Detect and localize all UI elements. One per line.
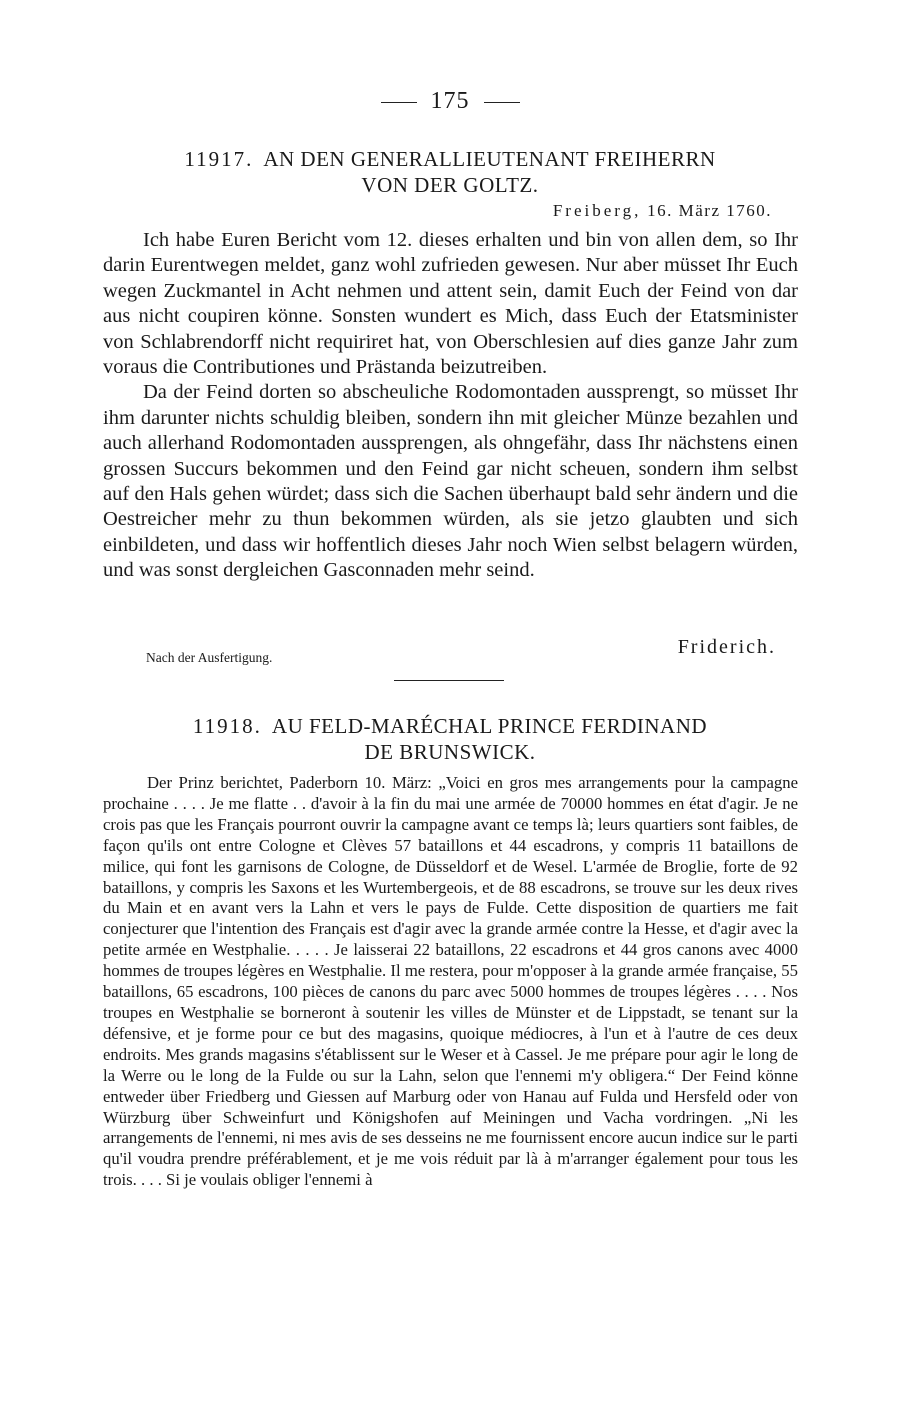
letter1-paragraph2: Da der Feind dorten so abscheuliche Rodomontaden aussprengt, so müsset Ihr ihm darunter nichts schuldig bleiben, sondern ihn mit gleicher Münze bezahlen und auch allerhand Rodomontaden aussprengen, als ohngefähr, dass Ihr nächstens einen grossen Succurs bekommen und den Feind gar nicht scheuen, sondern ihm selbst auf den Hals gehen würdet; dass sich die Sachen überhaupt bald sehr ändern und die Oestreicher mehr zu thun bekommen würden, als sie jetzo glaubten und sich einbildeten, und dass wir hoffentlich dieses Jahr noch Wien selbst belagern würden, und was sonst dergleichen Gasconnaden mehr seind. [103,381,798,582]
letter1-source-note: Nach der Ausfertigung. [146,650,273,665]
letter1-heading [110,146,790,198]
letter2-number: 11918. [192,714,262,738]
letter2-body [103,773,798,1191]
letter1-body [103,228,798,584]
letter1-place: Freiberg, [552,201,642,220]
letter1-signature: Friderich. [677,636,776,658]
page-header [0,88,900,115]
letter1-title-line1: AN DEN GENERALLIEUTENANT FREIHERRN [263,147,716,171]
letter2-title-line2: DE BRUNSWICK. [364,740,536,764]
header-rule-left [381,102,417,103]
page-number: 175 [430,88,470,114]
letter2-title-line1: AU FELD-MARÉCHAL PRINCE FERDINAND [271,714,708,738]
header-rule-right [484,102,520,103]
letter1-number: 11917. [184,147,254,171]
section-divider [394,680,504,681]
letter1-date: 16. März 1760. [647,201,772,220]
letter2-heading [110,713,790,765]
letter1-title-line2: VON DER GOLTZ. [361,173,539,197]
letter1-paragraph1: Ich habe Euren Bericht vom 12. dieses erhalten und bin von allen dem, so Ihr darin Eurentwegen meldet, ganz wohl zufrieden gewesen. Nur aber müsset Ihr Euch wegen Zuckmantel in Acht nehmen und attent sein, damit Euch der Feind von dar aus nicht coupiren könne. Sonsten wundert es Mich, dass Euch der Etatsminister von Schlabrendorff nicht requiriret hat, von Oberschlesien auf dies ganze Jahr zum voraus die Contributiones und Prästanda beizutreiben. [103,229,798,379]
letter2-paragraph1: Der Prinz berichtet, Paderborn 10. März: „Voici en gros mes arrangements pour la campagne prochaine . . . . Je me flatte . . d'avoir à la fin du mai une armée de 70000 hommes en état d'agir. Je ne crois pas que les Français pourront ouvrir la campagne avant ce temps là; leurs quartiers sont faibles, de façon qu'ils ont entre Cologne et Clèves 57 bataillons et 44 escadrons, y compris 11 bataillons de milice, qui font les garnisons de Cologne, de Düsseldorf et de Wesel. L'armée de Broglie, forte de 92 bataillons, y compris les Saxons et les Wurtembergeois, et de 88 escadrons, se trouve sur les deux rives du Main et en avant vers la Lahn et vers le pays de Fulde. Cette disposition de quartiers me fait conjecturer que l'intention des Français est d'agir avec la grande armée contre la Hesse, et d'agir avec la petite armée en Westphalie. . . . . Je laisserai 22 bataillons, 22 escadrons et 44 gros canons avec 4000 hommes de troupes légères en Westphalie. Il me restera, pour m'opposer à la grande armée française, 55 bataillons, 65 escadrons, 100 pièces de canons du parc avec 5000 hommes de troupes légères . . . . Nos troupes en Westphalie se borneront à soutenir les villes de Münster et de Lippstadt, se tenant sur la défensive, et je forme pour ce but des magasins, quoique médiocres, à l'un et à l'autre de ces deux endroits. Mes grands magasins s'établissent sur le Weser et à Cassel. Je me prépare pour agir le long de la Werre ou le long de la Fulde ou sur la Lahn, selon que l'ennemi m'y obligera.“ Der Feind könne entweder über Friedberg und Giessen auf Marburg oder von Hanau auf Fulda und Hersfeld oder von Würzburg über Schweinfurt und Königshofen auf Meiningen und Vacha vordringen. „Ni les arrangements de l'ennemi, ni mes avis de ses desseins ne me fournissent encore aucun indice sur le parti qu'il voudra prendre préférablement, et je me vois réduit par là à m'arranger également pour tous les trois. . . . Si je voulais obliger l'ennemi à [103,773,798,1190]
letter1-dateline [553,201,772,221]
